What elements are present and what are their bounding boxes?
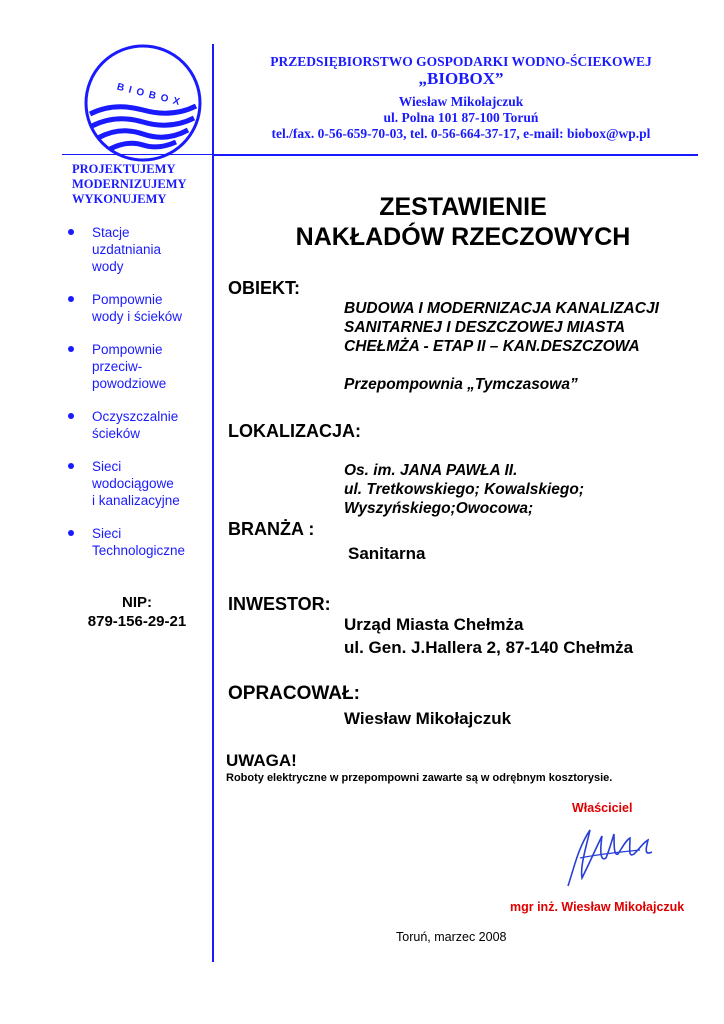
document-title-line1: ZESTAWIENIE	[379, 193, 547, 221]
uwaga-note: Roboty elektryczne w przepompowni zawarte są w odrębnym kosztorysie.	[226, 772, 613, 784]
header-divider	[212, 154, 698, 156]
lokalizacja-line: Os. im. JANA PAWŁA II.	[344, 462, 518, 479]
obiekt-line: SANITARNEJ I DESZCZOWEJ MIASTA	[344, 319, 626, 336]
tagline-3: WYKONUJEMY	[72, 192, 167, 206]
tagline-2: MODERNIZUJEMY	[72, 177, 187, 191]
service-item: Stacje uzdatniania wody	[62, 224, 212, 275]
opracowal-label: OPRACOWAŁ:	[228, 683, 360, 704]
owner-title: Właściciel	[572, 801, 633, 815]
document-title-line2: NAKŁADÓW RZECZOWYCH	[295, 223, 631, 251]
nip-label: NIP:	[122, 594, 152, 611]
bullet-icon	[68, 229, 74, 235]
service-item: Oczyszczalnie ścieków	[62, 408, 212, 442]
sidebar-divider	[62, 154, 212, 155]
obiekt-line: CHEŁMŻA - ETAP II – KAN.DESZCZOWA	[344, 338, 640, 355]
opracowal-value: Wiesław Mikołajczuk	[344, 709, 512, 728]
branza-value: Sanitarna	[348, 544, 426, 563]
uwaga-label: UWAGA!	[226, 751, 297, 770]
lokalizacja-label: LOKALIZACJA:	[228, 421, 361, 441]
bullet-icon	[68, 530, 74, 536]
biobox-logo	[84, 44, 202, 162]
bullet-icon	[68, 413, 74, 419]
company-contact: tel./fax. 0-56-659-70-03, tel. 0-56-664-37-17, e-mail: biobox@wp.pl	[271, 126, 651, 141]
obiekt-line: BUDOWA I MODERNIZACJA KANALIZACJI	[344, 300, 659, 317]
company-name: PRZEDSIĘBIORSTWO GOSPODARKI WODNO-ŚCIEKOWEJ	[270, 54, 652, 69]
obiekt-label: OBIEKT:	[228, 278, 300, 298]
inwestor-address: ul. Gen. J.Hallera 2, 87-140 Chełmża	[344, 638, 634, 657]
service-item: Pompownie przeciw- powodziowe	[62, 341, 212, 392]
bullet-icon	[68, 346, 74, 352]
tagline-1: PROJEKTUJEMY	[72, 162, 176, 176]
nip-value: 879-156-29-21	[87, 613, 187, 630]
company-address: ul. Polna 101 87-100 Toruń	[383, 110, 539, 125]
company-owner: Wiesław Mikołajczuk	[398, 94, 524, 109]
company-brand: „BIOBOX”	[418, 69, 504, 88]
logo-text: BIOBOX	[115, 81, 186, 110]
services-list	[62, 224, 212, 575]
branza-label: BRANŻA :	[228, 519, 315, 539]
inwestor-name: Urząd Miasta Chełmża	[344, 615, 524, 634]
lokalizacja-line: Wyszyńskiego;Owocowa;	[344, 500, 534, 517]
lokalizacja-line: ul. Tretkowskiego; Kowalskiego;	[344, 481, 585, 498]
place-date: Toruń, marzec 2008	[396, 930, 507, 944]
vertical-divider	[212, 44, 214, 962]
service-item: Sieci wodociągowe i kanalizacyjne	[62, 458, 212, 509]
service-item: Pompownie wody i ścieków	[62, 291, 212, 325]
handwritten-signature	[560, 818, 660, 890]
owner-name: mgr inż. Wiesław Mikołajczuk	[510, 900, 685, 914]
obiekt-subtitle: Przepompownia „Tymczasowa”	[344, 376, 578, 393]
bullet-icon	[68, 463, 74, 469]
bullet-icon	[68, 296, 74, 302]
inwestor-label: INWESTOR:	[228, 594, 331, 614]
service-item: Sieci Technologiczne	[62, 525, 212, 559]
